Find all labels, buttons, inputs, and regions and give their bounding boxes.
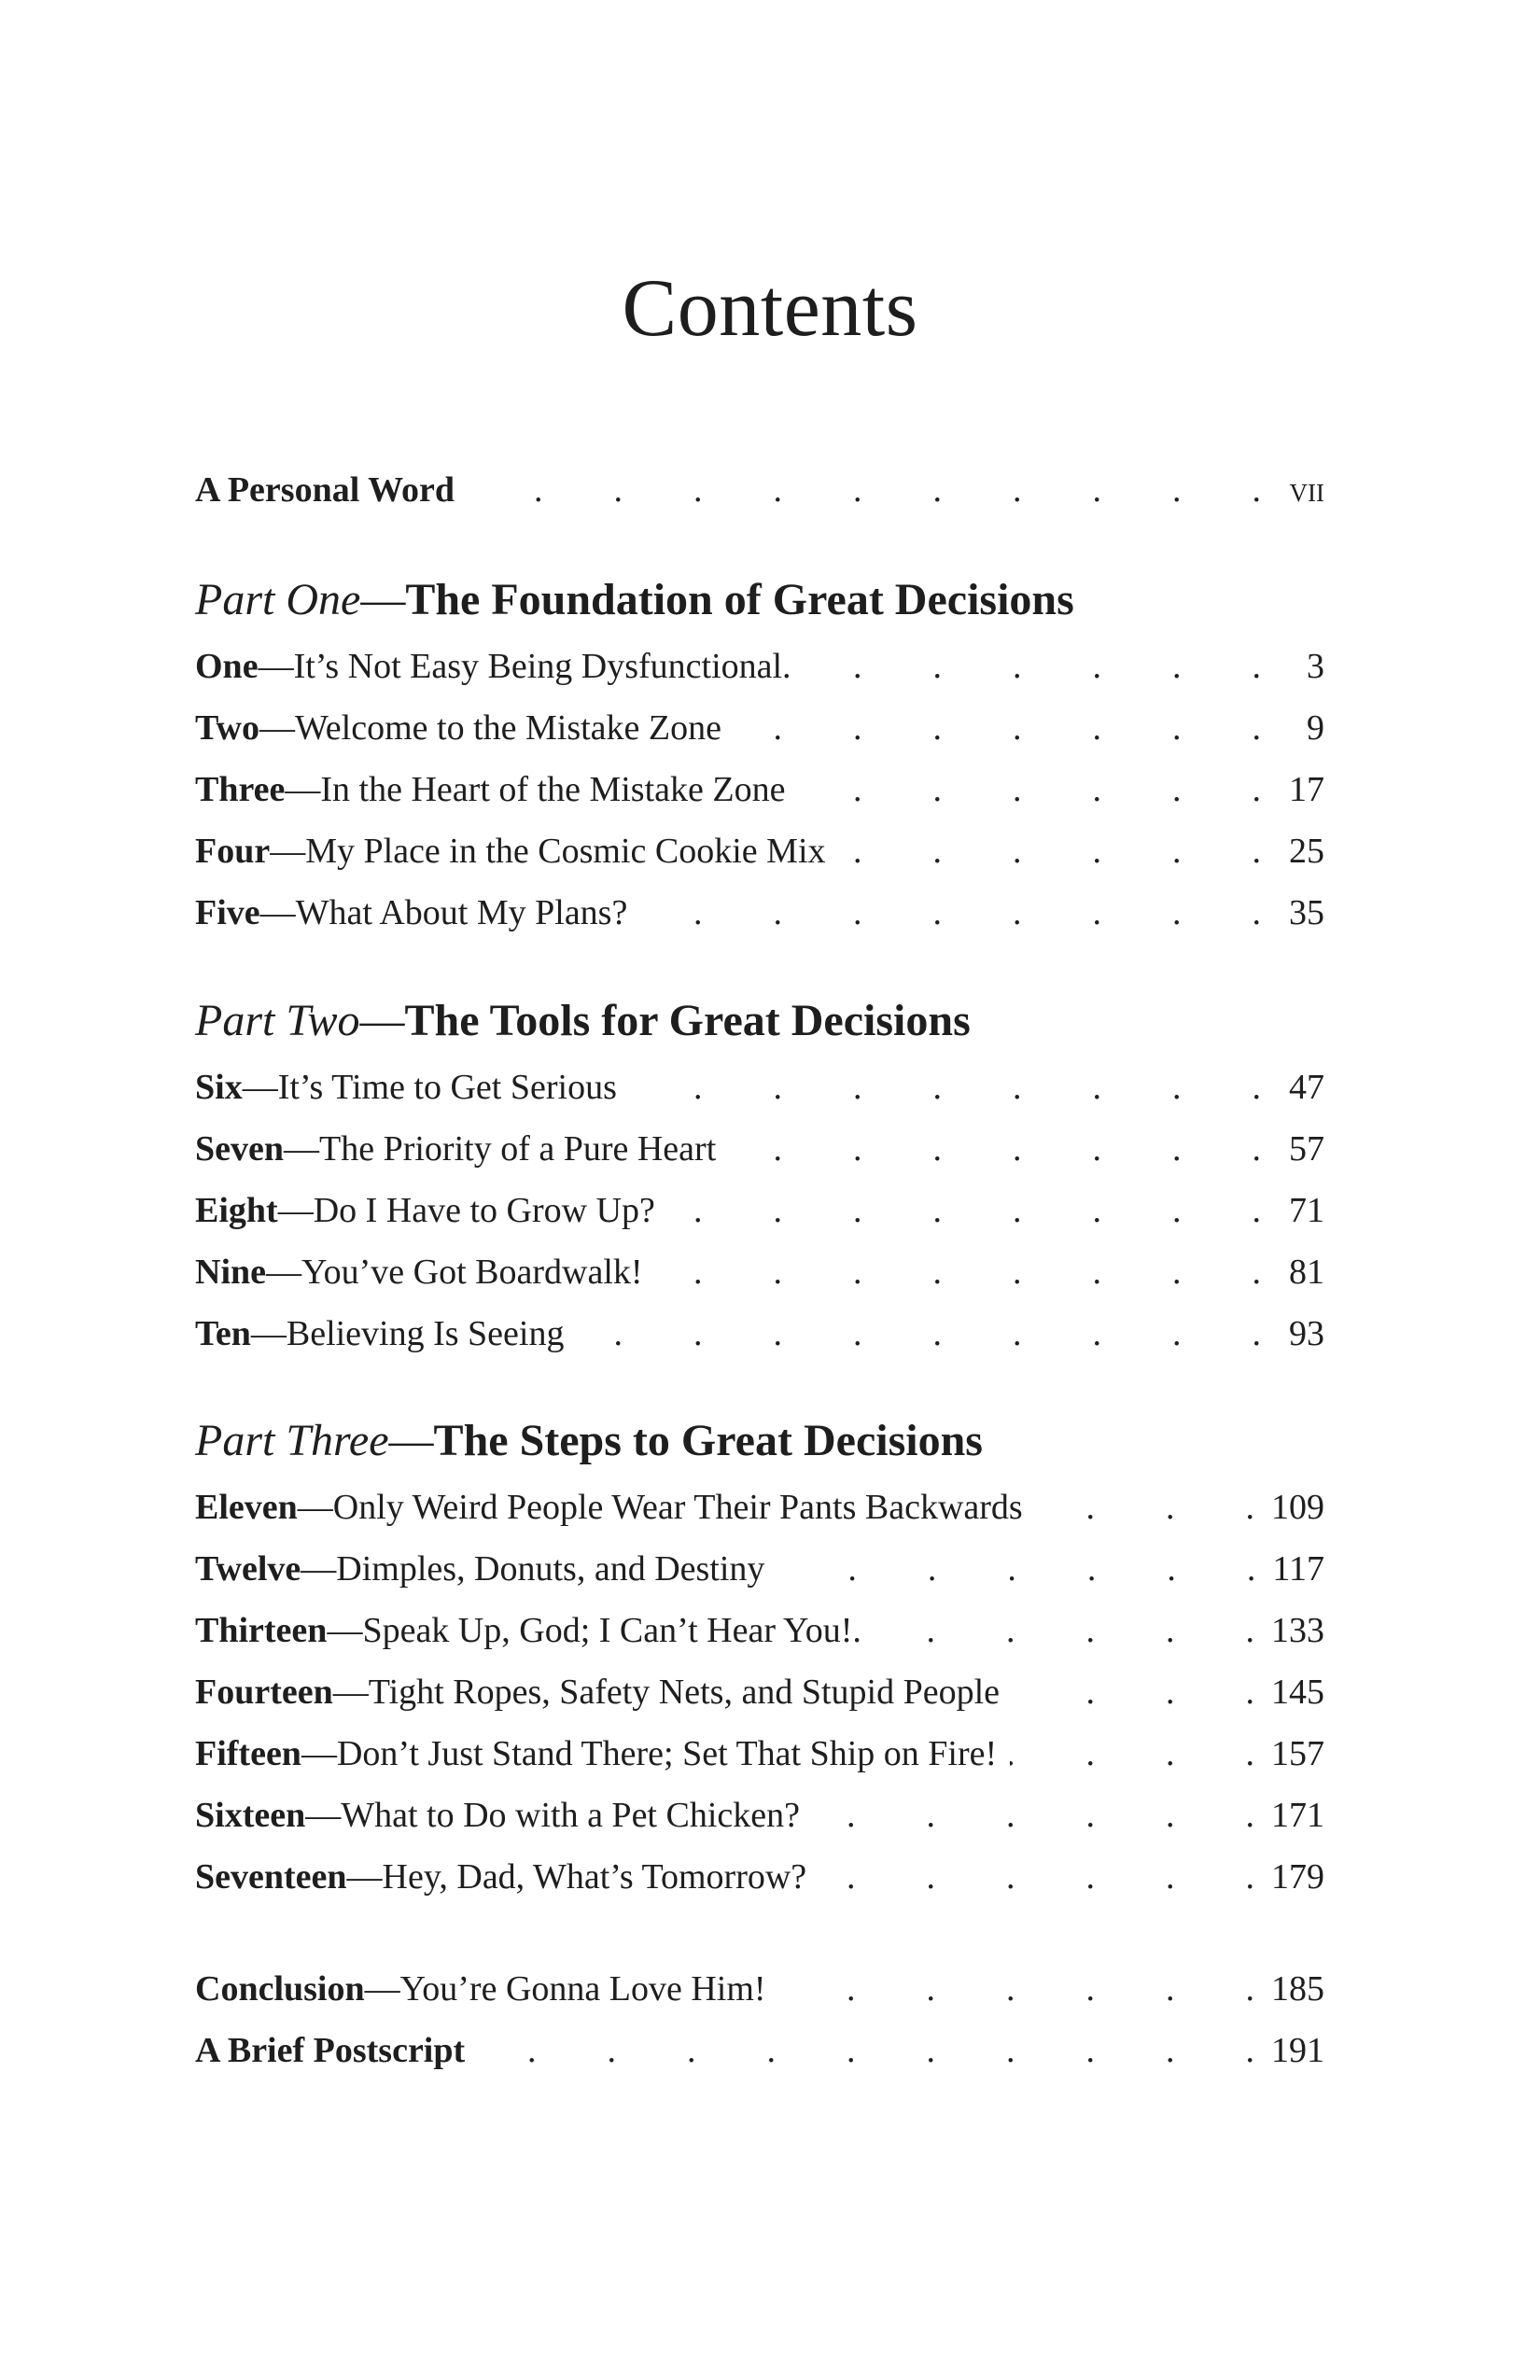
page-title: Contents [622,262,918,354]
toc-entry-chapter-sixteen[interactable] [195,1792,1324,1839]
chapter-title: You’ve Got Boardwalk! [301,1253,643,1292]
dot-leader [1010,1730,1254,1777]
chapter-number: Twelve [195,1549,301,1589]
entry-title: A Personal Word [195,470,455,510]
toc-entry-chapter-two[interactable] [195,705,1324,751]
chapter-title: Dimples, Donuts, and Destiny [336,1549,765,1589]
toc-entry-chapter-fourteen[interactable] [195,1669,1324,1715]
chapter-title: The Priority of a Pure Heart [319,1129,717,1169]
page-number: 185 [1271,1969,1324,2009]
dot-leader [819,1854,1254,1900]
chapter-number: Two [195,708,259,748]
chapter-number: Six [195,1068,243,1107]
chapter-number: Thirteen [195,1611,328,1650]
part-label: Part Three [195,1416,389,1465]
separator: — [297,1488,333,1527]
separator: — [360,575,406,624]
chapter-number: Seven [195,1129,284,1169]
toc-entry-chapter-twelve[interactable] [195,1546,1324,1592]
chapter-number: Sixteen [195,1796,306,1835]
page-number: 81 [1289,1253,1324,1292]
page-number: 71 [1289,1191,1324,1230]
toc-entry-conclusion[interactable] [195,1966,1324,2012]
separator: — [259,708,295,748]
toc-entry-chapter-nine[interactable] [195,1249,1324,1295]
dot-leader [656,1249,1261,1295]
toc-entry-chapter-thirteen[interactable] [195,1607,1324,1654]
chapter-number: Eight [195,1191,278,1230]
part-label: Part Two [195,996,360,1045]
separator: — [259,893,296,932]
page-number: 145 [1271,1673,1324,1712]
page-number: 157 [1271,1734,1324,1773]
chapter-title: Don’t Just Stand There; Set That Ship on Fire! [336,1734,998,1773]
chapter-number: Fifteen [195,1734,301,1773]
chapter-number: Conclusion [195,1969,365,2009]
chapter-title: What About My Plans? [295,893,628,932]
dot-leader [839,828,1261,875]
separator: — [359,996,405,1045]
separator: — [388,1416,434,1465]
page-number: 3 [1307,647,1324,686]
dot-leader [630,1064,1261,1111]
dot-leader [735,705,1261,751]
toc-entry-chapter-five[interactable] [195,889,1324,936]
chapter-title: It’s Time to Get Serious [277,1068,617,1107]
dot-leader [779,1966,1254,2012]
separator: — [266,1253,301,1292]
dot-leader [668,1187,1261,1234]
chapter-number: One [195,647,259,686]
separator: — [364,1969,400,2009]
part-heading-one [195,572,1324,628]
chapter-number: Nine [195,1253,266,1292]
part-label: Part One [195,575,361,624]
chapter-title: You’re Gonna Love Him! [399,1969,766,2009]
page-number: 171 [1271,1796,1324,1835]
dot-leader [640,889,1261,936]
toc-entry-chapter-ten[interactable] [195,1310,1324,1357]
entry-title: A Brief Postscript [195,2031,466,2070]
chapter-number: Three [195,770,286,809]
separator: — [305,1796,342,1835]
toc-entry-chapter-eleven[interactable] [195,1484,1324,1531]
separator: — [285,770,321,809]
toc-entry-chapter-six[interactable] [195,1064,1324,1111]
toc-entry-chapter-eight[interactable] [195,1187,1324,1234]
toc-entry-personal-word[interactable] [195,467,1324,513]
part-title: The Steps to Great Decisions [433,1416,983,1465]
dot-leader [813,1792,1254,1839]
toc-entry-postscript[interactable] [195,2027,1324,2074]
page-number: 179 [1271,1857,1324,1897]
chapter-title: It’s Not Easy Being Dysfunctional. [293,647,791,686]
dot-leader [798,766,1261,813]
toc-entry-chapter-one[interactable] [195,643,1324,690]
separator: — [346,1857,383,1897]
separator: — [284,1129,319,1169]
toc-entry-chapter-fifteen[interactable] [195,1730,1324,1777]
chapter-title: Speak Up, God; I Can’t Hear You!. [362,1611,861,1650]
chapter-title: What to Do with a Pet Chicken? [341,1796,800,1835]
dot-leader [1013,1669,1254,1715]
chapter-title: Believing Is Seeing [286,1314,565,1353]
chapter-title: Do I Have to Grow Up? [313,1191,655,1230]
page-number: 35 [1289,893,1324,932]
chapter-number: Ten [195,1314,251,1353]
page-number: 47 [1289,1068,1324,1107]
dot-leader [777,1546,1255,1592]
chapter-title: My Place in the Cosmic Cookie Mix [305,832,826,871]
chapter-number: Five [195,893,260,932]
page-number: 109 [1271,1488,1324,1527]
chapter-number: Fourteen [195,1673,333,1712]
page-number: 93 [1289,1314,1324,1353]
chapter-title: Only Weird People Wear Their Pants Backwards [332,1488,1023,1527]
page-number: 25 [1289,832,1324,871]
part-title: The Tools for Great Decisions [404,996,971,1045]
dot-leader [1036,1484,1254,1531]
chapter-number: Seventeen [195,1857,347,1897]
page-number: 57 [1289,1129,1324,1169]
toc-entry-chapter-seventeen[interactable] [195,1854,1324,1900]
part-heading-two [195,993,1324,1049]
chapter-title: Hey, Dad, What’s Tomorrow? [382,1857,807,1897]
chapter-title: In the Heart of the Mistake Zone [320,770,786,809]
separator: — [270,832,306,871]
separator: — [277,1191,314,1230]
chapter-title: Welcome to the Mistake Zone [294,708,721,748]
dot-leader [478,2027,1254,2074]
chapter-title: Tight Ropes, Safety Nets, and Stupid People [368,1673,1000,1712]
separator: — [332,1673,369,1712]
separator: — [327,1611,363,1650]
page-number: vii [1289,470,1324,510]
page-number: 133 [1271,1611,1324,1650]
dot-leader [577,1310,1261,1357]
toc-entry-chapter-seven[interactable] [195,1126,1324,1172]
part-heading-three [195,1413,1324,1469]
page-number: 17 [1289,770,1324,809]
dot-leader [875,1607,1254,1654]
toc-entry-chapter-four[interactable] [195,828,1324,875]
dot-leader [729,1126,1261,1172]
page-number: 191 [1271,2031,1324,2070]
separator: — [242,1068,278,1107]
dot-leader [805,643,1261,690]
separator: — [301,1734,337,1773]
page-number: 117 [1272,1549,1324,1589]
part-title: The Foundation of Great Decisions [405,575,1074,624]
separator: — [250,1314,287,1353]
separator: — [258,647,294,686]
chapter-number: Four [195,832,271,871]
page-number: 9 [1307,708,1324,748]
chapter-number: Eleven [195,1488,298,1527]
toc-entry-chapter-three[interactable] [195,766,1324,813]
separator: — [301,1549,337,1589]
dot-leader [468,467,1261,513]
